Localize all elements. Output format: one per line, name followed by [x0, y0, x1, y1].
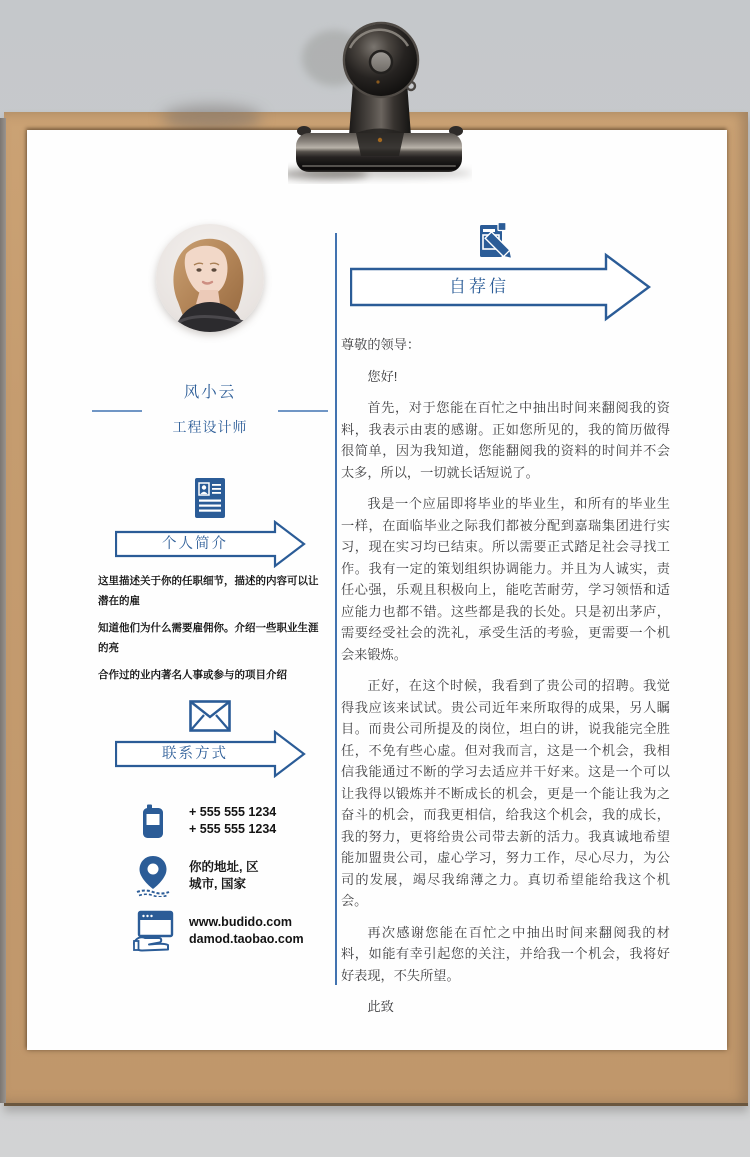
- resume-paper: [27, 130, 727, 1050]
- profile-description: [98, 571, 324, 692]
- name-divider-right: [278, 410, 328, 412]
- column-divider: [335, 233, 337, 985]
- sidebar: [90, 130, 330, 1050]
- contact-row-phone: [130, 798, 330, 844]
- phone-number: + 555 555 1234: [189, 804, 277, 819]
- letter-paragraph: 首先，对于您能在百忙之中抽出时间来翻阅我的资料，我表示由衷的感谢。正如您所见的，我的简历做得很简单，因为我知道，您能翻阅我的资料的时间并不会太多，所以，一切就长话短说了。: [341, 400, 670, 480]
- clip-glint-top: [376, 80, 379, 83]
- clip-jaw-bottom-highlight: [302, 165, 456, 167]
- website-line: damod.taobao.com: [189, 932, 304, 946]
- letter-paragraph: 正好，在这个时候，我看到了贵公司的招聘。我觉得我应该来试试。贵公司近年来所取得的成果，另人瞩目。而贵公司所提及的岗位，坦白的讲，说我能完全胜任，不免有些心虚。但对我而言，这是一个机会，我相信我能通过不断的学习去适应并干好来。这是一个可以让我得以锻炼并不断成长的机会，更是一个能让我为之奋斗的机会，而我更相信，给我这个机会，我的成长，我的努力，更将给贵公司带去新的活力。我真诚地希望能加盟贵公司，虚心学习，努力工作，尽心尽力，为公司的发展，竭尽我绵薄之力。真切希望能给我这个机会。: [341, 678, 670, 908]
- letter-greeting: 您好!: [367, 368, 398, 384]
- clip-roller-hole: [370, 51, 392, 73]
- contact-list: [130, 798, 330, 963]
- person-job-title: 工程设计师: [172, 419, 248, 435]
- letter-heading: 自荐信: [449, 277, 509, 296]
- contact-section-banner: [115, 730, 307, 778]
- website-line: www.budido.com: [189, 914, 293, 929]
- letter-paragraph: 再次感谢您能在百忙之中抽出时间来翻阅我的材料，如能有幸引起您的关注，并给我一个机会，我将好好表现，不失所望。: [341, 924, 670, 983]
- contact-row-website: [130, 908, 330, 954]
- clip-glint-jaw: [378, 138, 382, 142]
- letter-closing: 此致: [367, 999, 394, 1014]
- letter-body: [341, 334, 670, 1018]
- resume-icon: [195, 478, 225, 523]
- profile-paragraph: 这里描述关于你的任职细节，描述的内容可以让潜在的雇: [98, 575, 319, 607]
- profile-section-banner: [115, 520, 307, 568]
- avatar-photo-illustration: [156, 224, 264, 332]
- profile-paragraph: 知道他们为什么需要雇佣你。介绍一些职业生涯的亮: [98, 622, 319, 654]
- phone-icon: [130, 804, 176, 838]
- phone-number: + 555 555 1234: [189, 822, 277, 836]
- contact-section-heading: 联系方式: [162, 746, 228, 762]
- profile-section-heading: 个人简介: [162, 536, 228, 552]
- location-pin-icon: [130, 855, 176, 897]
- address-line: 城市, 国家: [189, 877, 246, 891]
- letter-banner: [350, 252, 652, 322]
- contact-row-address: [130, 853, 330, 899]
- address-line: 你的地址, 区: [189, 859, 259, 874]
- avatar: [156, 224, 264, 332]
- clip-stem-over-jaw: [356, 129, 404, 157]
- profile-paragraph: 合作过的业内著名人事或参与的项目介绍: [98, 669, 287, 681]
- person-name: 风小云: [183, 384, 237, 401]
- letter-paragraph: 我是一个应届即将毕业的毕业生，和所有的毕业生一样，在面临毕业之际我们都被分配到嘉瑞集团进行实习，现在实习均已结束。所以需要正式踏足社会寻找工作。我有一定的策划组织协调能力。并且为人诚实，责任心强，乐观且积极向上，能吃苦耐劳，学习领悟和适应能力也都不错。这些都是我的长处。只是初出茅庐，需要经受社会的洗礼，承受生活的考验，更需要一个机会来锻炼。: [341, 496, 670, 662]
- letter-salutation: 尊敬的领导：: [341, 337, 421, 352]
- website-icon: [130, 910, 176, 952]
- name-divider-left: [92, 410, 142, 412]
- binder-clip: [288, 16, 472, 184]
- board-area: [4, 112, 748, 1103]
